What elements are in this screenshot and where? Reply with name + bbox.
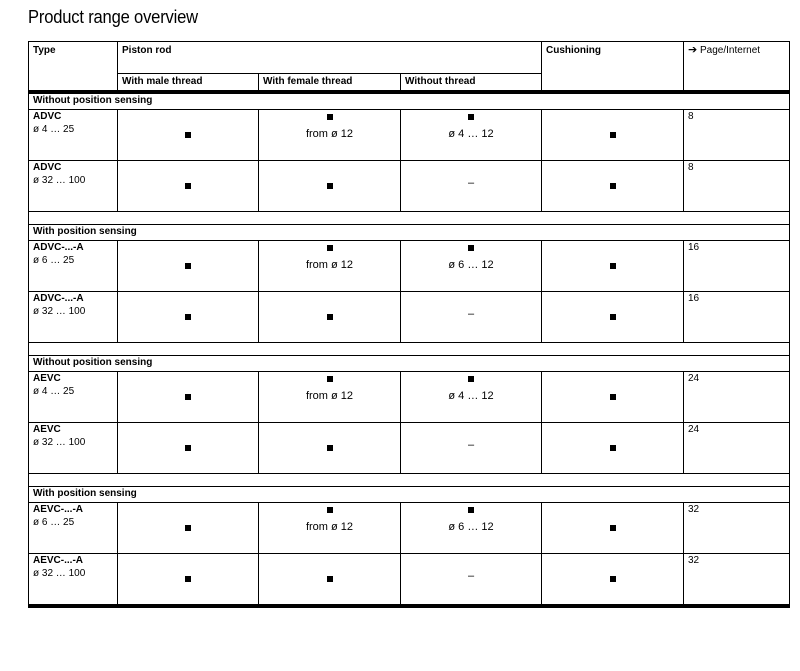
male-thread-cell bbox=[118, 161, 259, 212]
cushioning-cell bbox=[542, 554, 684, 607]
arrow-right-icon: ➔ bbox=[688, 44, 698, 56]
product-row bbox=[29, 241, 790, 292]
available-mark bbox=[610, 576, 616, 582]
not-available-dash: – bbox=[467, 439, 475, 451]
type-name: AEVC-...-A bbox=[33, 555, 83, 566]
type-diameter: ø 32 … 100 bbox=[33, 437, 86, 448]
spacer-cell bbox=[29, 212, 790, 225]
without-thread-cell bbox=[401, 161, 542, 212]
not-available-dash: – bbox=[467, 308, 475, 320]
available-mark bbox=[327, 183, 333, 189]
header-without-label: Without thread bbox=[405, 76, 476, 87]
available-mark bbox=[610, 132, 616, 138]
female-thread-cell bbox=[259, 292, 401, 343]
type-name: ADVC-...-A bbox=[33, 293, 84, 304]
cushioning-cell bbox=[542, 503, 684, 554]
male-thread-cell bbox=[118, 423, 259, 474]
page-cell bbox=[684, 110, 790, 161]
header-type-label: Type bbox=[33, 45, 56, 56]
section-label: Without position sensing bbox=[29, 356, 790, 372]
cushioning-cell bbox=[542, 110, 684, 161]
section-header-row bbox=[29, 225, 790, 241]
section-header-row bbox=[29, 92, 790, 110]
available-mark bbox=[327, 445, 333, 451]
without-thread-cell bbox=[401, 241, 542, 292]
available-mark bbox=[327, 576, 333, 582]
type-name: ADVC bbox=[33, 162, 62, 173]
male-thread-cell bbox=[118, 503, 259, 554]
page-number: 16 bbox=[688, 293, 700, 304]
available-mark bbox=[327, 114, 333, 120]
product-row bbox=[29, 372, 790, 423]
product-row bbox=[29, 292, 790, 343]
female-thread-cell bbox=[259, 423, 401, 474]
cushioning-cell bbox=[542, 372, 684, 423]
spacer-row bbox=[29, 343, 790, 356]
product-row bbox=[29, 503, 790, 554]
without-thread-cell bbox=[401, 423, 542, 474]
available-mark bbox=[468, 507, 474, 513]
header-female-thread bbox=[259, 74, 401, 93]
type-diameter: ø 32 … 100 bbox=[33, 175, 86, 186]
without-thread-cell bbox=[401, 503, 542, 554]
female-thread-cell bbox=[259, 110, 401, 161]
without-thread-note: ø 4 … 12 bbox=[448, 390, 494, 402]
spacer-cell bbox=[29, 474, 790, 487]
page-number: 8 bbox=[688, 162, 694, 173]
page-number: 24 bbox=[688, 424, 700, 435]
type-cell bbox=[29, 292, 118, 343]
section-header-row bbox=[29, 487, 790, 503]
available-mark bbox=[185, 314, 191, 320]
page-cell bbox=[684, 292, 790, 343]
female-thread-cell bbox=[259, 372, 401, 423]
product-range-table bbox=[28, 41, 790, 608]
available-mark bbox=[327, 314, 333, 320]
header-piston-rod-label: Piston rod bbox=[122, 45, 172, 56]
available-mark bbox=[468, 114, 474, 120]
not-available-dash: – bbox=[467, 570, 475, 582]
header-cushioning-label: Cushioning bbox=[546, 45, 601, 56]
page-number: 16 bbox=[688, 242, 700, 253]
section-label: Without position sensing bbox=[29, 92, 790, 110]
available-mark bbox=[185, 576, 191, 582]
type-name: AEVC-...-A bbox=[33, 504, 83, 515]
cushioning-cell bbox=[542, 423, 684, 474]
available-mark bbox=[468, 245, 474, 251]
male-thread-cell bbox=[118, 241, 259, 292]
type-diameter: ø 32 … 100 bbox=[33, 306, 86, 317]
available-mark bbox=[185, 183, 191, 189]
type-cell bbox=[29, 423, 118, 474]
type-diameter: ø 4 … 25 bbox=[33, 386, 75, 397]
available-mark bbox=[185, 445, 191, 451]
page-number: 32 bbox=[688, 504, 700, 515]
section-label: With position sensing bbox=[29, 487, 790, 503]
male-thread-cell bbox=[118, 372, 259, 423]
available-mark bbox=[327, 376, 333, 382]
cushioning-cell bbox=[542, 161, 684, 212]
available-mark bbox=[610, 394, 616, 400]
female-thread-cell bbox=[259, 503, 401, 554]
type-name: AEVC bbox=[33, 424, 61, 435]
product-row bbox=[29, 161, 790, 212]
female-thread-cell bbox=[259, 554, 401, 607]
header-page bbox=[684, 42, 790, 93]
page-cell bbox=[684, 503, 790, 554]
available-mark bbox=[610, 263, 616, 269]
available-mark bbox=[185, 132, 191, 138]
type-cell bbox=[29, 161, 118, 212]
type-cell bbox=[29, 372, 118, 423]
type-cell bbox=[29, 554, 118, 607]
without-thread-cell bbox=[401, 372, 542, 423]
type-name: ADVC bbox=[33, 111, 62, 122]
section-header-row bbox=[29, 356, 790, 372]
without-thread-cell bbox=[401, 110, 542, 161]
product-row bbox=[29, 554, 790, 607]
header-cushioning bbox=[542, 42, 684, 93]
female-thread-cell bbox=[259, 161, 401, 212]
available-mark bbox=[185, 263, 191, 269]
cushioning-cell bbox=[542, 292, 684, 343]
section-label: With position sensing bbox=[29, 225, 790, 241]
header-without-thread bbox=[401, 74, 542, 93]
available-mark bbox=[610, 445, 616, 451]
without-thread-cell bbox=[401, 554, 542, 607]
page-cell bbox=[684, 423, 790, 474]
header-female-label: With female thread bbox=[263, 76, 353, 87]
page-cell bbox=[684, 372, 790, 423]
header-row-1 bbox=[29, 42, 790, 74]
type-cell bbox=[29, 241, 118, 292]
header-type bbox=[29, 42, 118, 93]
spacer-cell bbox=[29, 343, 790, 356]
available-mark bbox=[610, 183, 616, 189]
product-row bbox=[29, 423, 790, 474]
not-available-dash: – bbox=[467, 177, 475, 189]
page-number: 32 bbox=[688, 555, 700, 566]
female-thread-note: from ø 12 bbox=[305, 128, 354, 140]
without-thread-note: ø 4 … 12 bbox=[448, 128, 494, 140]
available-mark bbox=[185, 394, 191, 400]
type-diameter: ø 6 … 25 bbox=[33, 255, 75, 266]
type-diameter: ø 6 … 25 bbox=[33, 517, 75, 528]
male-thread-cell bbox=[118, 554, 259, 607]
male-thread-cell bbox=[118, 110, 259, 161]
female-thread-note: from ø 12 bbox=[305, 259, 354, 271]
type-cell bbox=[29, 110, 118, 161]
available-mark bbox=[185, 525, 191, 531]
page-number: 24 bbox=[688, 373, 700, 384]
type-diameter: ø 32 … 100 bbox=[33, 568, 86, 579]
type-cell bbox=[29, 503, 118, 554]
available-mark bbox=[610, 525, 616, 531]
type-name: ADVC-...-A bbox=[33, 242, 84, 253]
without-thread-cell bbox=[401, 292, 542, 343]
page-number: 8 bbox=[688, 111, 694, 122]
without-thread-note: ø 6 … 12 bbox=[448, 259, 494, 271]
available-mark bbox=[327, 507, 333, 513]
available-mark bbox=[468, 376, 474, 382]
spacer-row bbox=[29, 474, 790, 487]
male-thread-cell bbox=[118, 292, 259, 343]
available-mark bbox=[327, 245, 333, 251]
type-diameter: ø 4 … 25 bbox=[33, 124, 75, 135]
page-cell bbox=[684, 554, 790, 607]
page-cell bbox=[684, 161, 790, 212]
cushioning-cell bbox=[542, 241, 684, 292]
available-mark bbox=[610, 314, 616, 320]
header-page-label: Page/Internet bbox=[700, 45, 761, 56]
female-thread-note: from ø 12 bbox=[305, 390, 354, 402]
page-title: Product range overview bbox=[28, 7, 198, 27]
product-range-table-wrapper bbox=[28, 41, 789, 608]
header-piston-rod bbox=[118, 42, 542, 74]
product-row bbox=[29, 110, 790, 161]
spacer-row bbox=[29, 212, 790, 225]
page-cell bbox=[684, 241, 790, 292]
without-thread-note: ø 6 … 12 bbox=[448, 521, 494, 533]
type-name: AEVC bbox=[33, 373, 61, 384]
header-male-label: With male thread bbox=[122, 76, 203, 87]
female-thread-cell bbox=[259, 241, 401, 292]
header-male-thread bbox=[118, 74, 259, 93]
female-thread-note: from ø 12 bbox=[305, 521, 354, 533]
